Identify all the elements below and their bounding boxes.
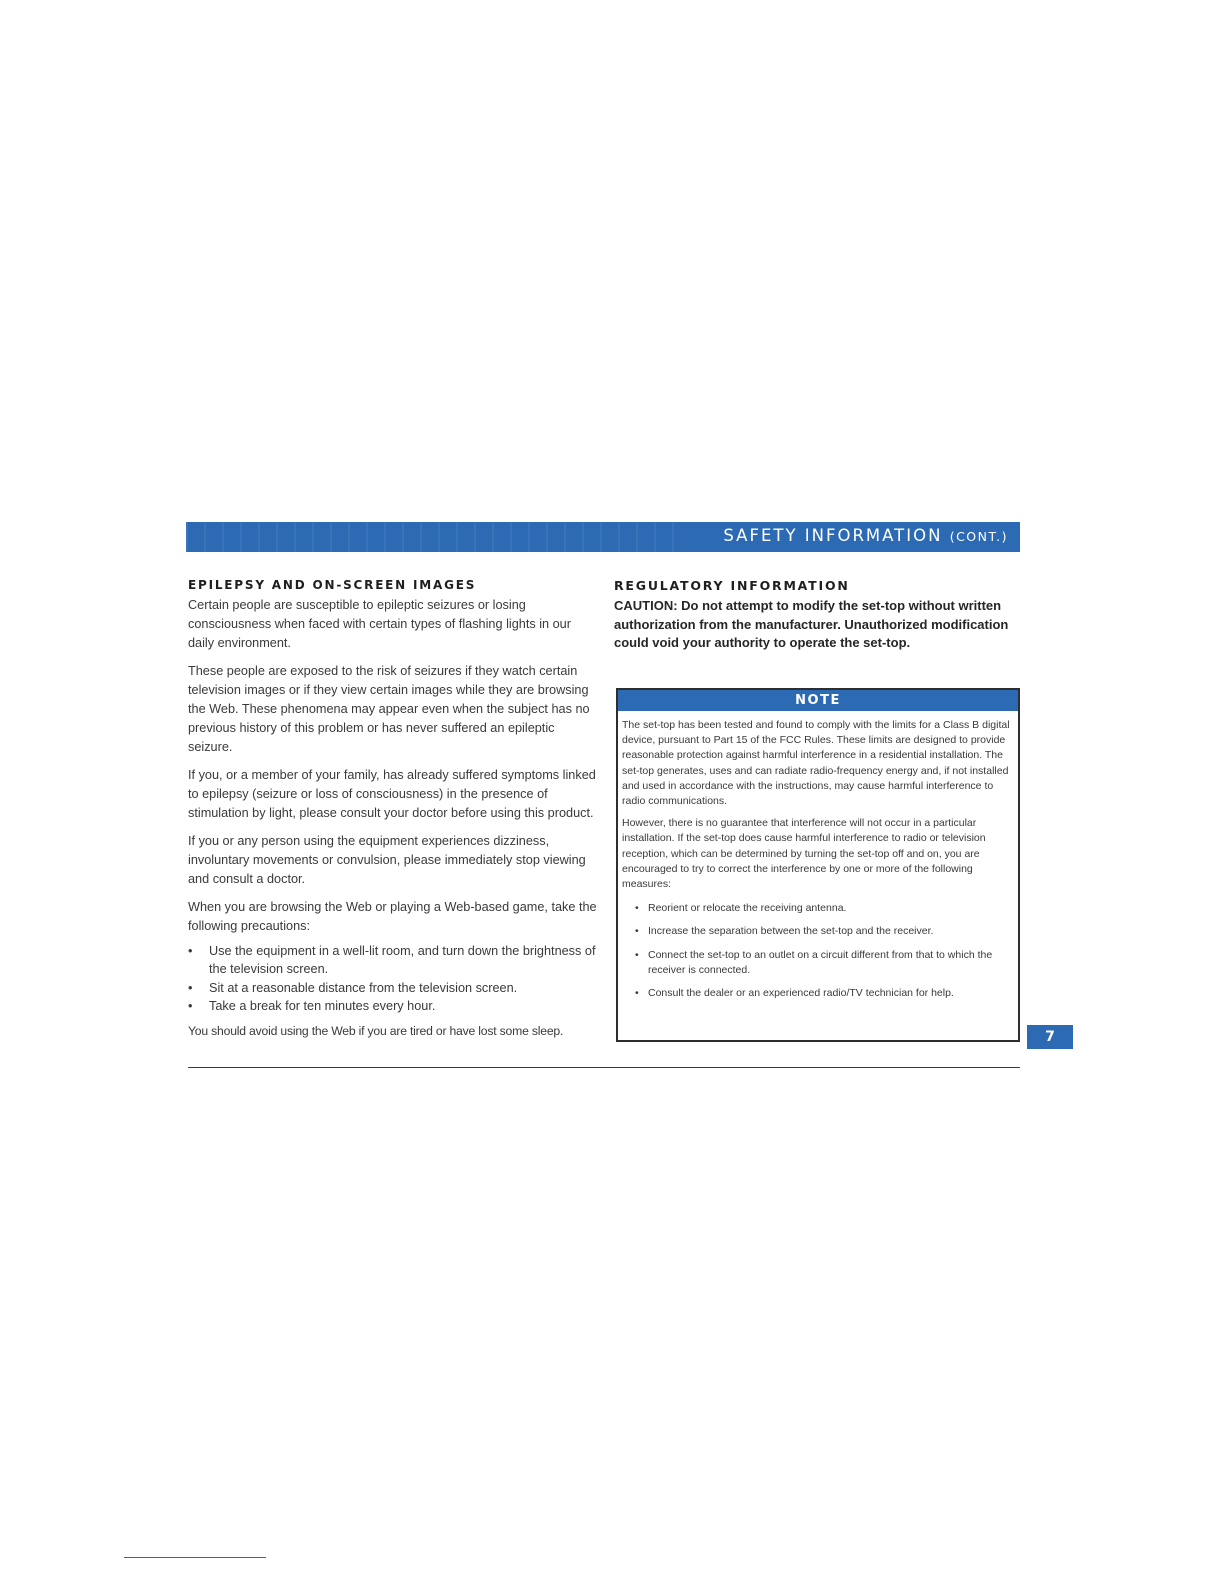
regulatory-heading: REGULATORY INFORMATION <box>614 578 850 593</box>
section-header-bar <box>186 522 1020 552</box>
note-measures-list <box>622 901 1012 1001</box>
note-paragraph-1: The set-top has been tested and found to comply with the limits for a Class B digital device, pursuant to Part 15 of the FCC Rules. These limits are designed to provide reasonable protection against harmful interference in a residential installation. The set-top generates, uses and can radiate radio-frequency energy and, if not installed and used in accordance with the instructions, may cause harmful interference to radio communications. <box>622 719 1010 808</box>
epilepsy-paragraph-3: If you, or a member of your family, has already suffered symptoms linked to epilepsy (seizure or loss of consciousness) in the presence of stimulation by light, please consult your doctor before using this product. <box>188 768 596 820</box>
section-header-title <box>723 526 1008 545</box>
epilepsy-paragraph-4: If you or any person using the equipment experiences dizziness, involuntary movements or convulsion, please immediately stop viewing and consult a doctor. <box>188 834 586 886</box>
epilepsy-paragraph-2: These people are exposed to the risk of seizures if they watch certain television images or if they view certain images while they are browsing the Web. These phenomena may appear even when the subject has no previous history of this problem or has never suffered an epileptic seizure. <box>188 664 590 754</box>
note-paragraph-2: However, there is no guarantee that interference will not occur in a particular installation. If the set-top does cause harmful interference to radio or television reception, which can be determined by turning the set-top off and on, you are encouraged to try to correct the interference by one or more of the following measures: <box>622 817 986 891</box>
epilepsy-paragraph-5: When you are browsing the Web or playing a Web-based game, take the following precautions: <box>188 900 597 933</box>
precaution-item: • Take a break for ten minutes every hour. <box>188 997 600 1015</box>
precaution-item: • Use the equipment in a well-lit room, and turn down the brightness of the television screen. <box>188 942 600 978</box>
note-measure-item: • Connect the set-top to an outlet on a circuit different from that to which the receiver is connected. <box>622 948 1012 978</box>
note-measure-item: • Consult the dealer or an experienced radio/TV technician for help. <box>622 986 1012 1001</box>
epilepsy-closing: You should avoid using the Web if you are tired or have lost some sleep. <box>188 1024 564 1038</box>
note-measure-item: • Reorient or relocate the receiving antenna. <box>622 901 1012 916</box>
left-column <box>188 578 600 1050</box>
header-title-main: SAFETY INFORMATION <box>723 526 943 545</box>
precaution-item: • Sit at a reasonable distance from the television screen. <box>188 979 600 997</box>
note-title: NOTE <box>618 690 1018 711</box>
page-number-tab: 7 <box>1027 1025 1073 1049</box>
epilepsy-paragraph-1: Certain people are susceptible to epileptic seizures or losing consciousness when faced with certain types of flashing lights in our daily environment. <box>188 598 571 650</box>
epilepsy-heading: EPILEPSY AND ON-SCREEN IMAGES <box>188 578 477 592</box>
scan-artifact-line <box>124 1557 266 1558</box>
note-box <box>616 688 1020 1042</box>
header-title-cont: (CONT.) <box>949 529 1008 544</box>
precautions-list <box>188 942 600 1015</box>
caution-text: CAUTION: Do not attempt to modify the set-top without written authorization from the manufacturer. Unauthorized modification could void your authority to operate the set-top. <box>614 598 1009 650</box>
footer-divider <box>188 1067 1020 1068</box>
note-measure-item: • Increase the separation between the set-top and the receiver. <box>622 924 1012 939</box>
right-column <box>614 578 1024 653</box>
note-content <box>618 711 1018 1001</box>
